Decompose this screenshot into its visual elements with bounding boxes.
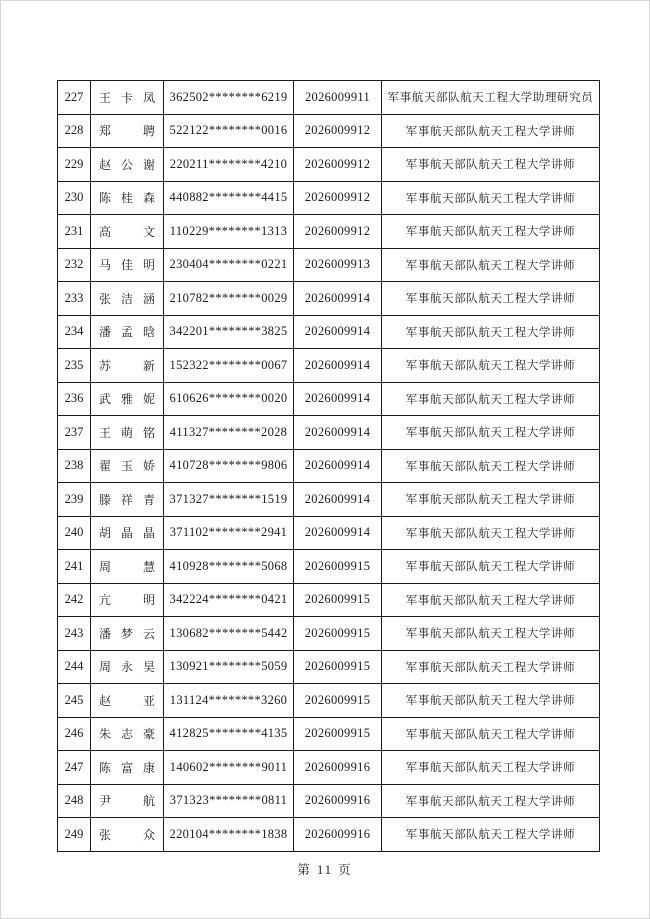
person-name: 王卡凤 [99, 90, 155, 105]
page-number-footer: 第 11 页 [297, 863, 353, 877]
name-cell [91, 516, 164, 550]
job-title-cell: 军事航天部队航天工程大学讲师 [382, 684, 600, 718]
person-name: 翟玉娇 [99, 459, 155, 474]
table-row [58, 650, 600, 684]
person-name: 周慧 [99, 559, 155, 574]
code-cell: 2026009915 [294, 583, 382, 617]
code-cell: 2026009912 [294, 181, 382, 215]
row-number-cell: 230 [58, 181, 91, 215]
person-name: 张洁涵 [99, 291, 155, 306]
job-title-cell: 军事航天部队航天工程大学讲师 [382, 583, 600, 617]
id-number-cell: 362502********6219 [164, 81, 294, 115]
code-cell: 2026009914 [294, 449, 382, 483]
job-title-cell: 军事航天部队航天工程大学讲师 [382, 416, 600, 450]
row-number-cell: 245 [58, 684, 91, 718]
code-cell: 2026009914 [294, 315, 382, 349]
id-number-cell: 230404********0221 [164, 248, 294, 282]
row-number-cell: 233 [58, 282, 91, 316]
person-name: 滕祥青 [99, 492, 155, 507]
name-cell [91, 751, 164, 785]
name-cell [91, 114, 164, 148]
id-number-cell: 130921********5059 [164, 650, 294, 684]
row-number-cell: 229 [58, 148, 91, 182]
person-name: 高文 [99, 224, 155, 239]
id-number-cell: 140602********9011 [164, 751, 294, 785]
id-number-cell: 410928********5068 [164, 550, 294, 584]
id-number-cell: 342224********0421 [164, 583, 294, 617]
code-cell: 2026009914 [294, 282, 382, 316]
job-title-cell: 军事航天部队航天工程大学讲师 [382, 617, 600, 651]
code-cell: 2026009915 [294, 550, 382, 584]
job-title-cell: 军事航天部队航天工程大学讲师 [382, 114, 600, 148]
job-title-cell: 军事航天部队航天工程大学讲师 [382, 516, 600, 550]
roster-table-body [58, 81, 600, 852]
job-title-cell: 军事航天部队航天工程大学讲师 [382, 282, 600, 316]
code-cell: 2026009915 [294, 684, 382, 718]
id-number-cell: 371323********0811 [164, 784, 294, 818]
table-row [58, 148, 600, 182]
id-number-cell: 130682********5442 [164, 617, 294, 651]
name-cell [91, 550, 164, 584]
code-cell: 2026009914 [294, 416, 382, 450]
name-cell [91, 215, 164, 249]
person-name: 陈桂森 [99, 191, 155, 206]
name-cell [91, 416, 164, 450]
id-number-cell: 210782********0029 [164, 282, 294, 316]
name-cell [91, 382, 164, 416]
person-name: 苏新 [99, 358, 155, 373]
row-number-cell: 228 [58, 114, 91, 148]
row-number-cell: 232 [58, 248, 91, 282]
table-row [58, 784, 600, 818]
id-number-cell: 110229********1313 [164, 215, 294, 249]
person-name: 亢明 [99, 593, 155, 608]
name-cell [91, 181, 164, 215]
job-title-cell: 军事航天部队航天工程大学讲师 [382, 449, 600, 483]
person-name: 马佳明 [99, 258, 155, 273]
id-number-cell: 410728********9806 [164, 449, 294, 483]
row-number-cell: 244 [58, 650, 91, 684]
code-cell: 2026009916 [294, 751, 382, 785]
job-title-cell: 军事航天部队航天工程大学讲师 [382, 148, 600, 182]
code-cell: 2026009915 [294, 650, 382, 684]
table-row [58, 550, 600, 584]
row-number-cell: 242 [58, 583, 91, 617]
code-cell: 2026009914 [294, 516, 382, 550]
name-cell [91, 784, 164, 818]
table-row [58, 684, 600, 718]
code-cell: 2026009913 [294, 248, 382, 282]
name-cell [91, 483, 164, 517]
table-row [58, 617, 600, 651]
person-name: 朱志豪 [99, 727, 155, 742]
table-row [58, 349, 600, 383]
person-name: 尹航 [99, 794, 155, 809]
name-cell [91, 248, 164, 282]
name-cell [91, 617, 164, 651]
person-name: 潘梦云 [99, 626, 155, 641]
job-title-cell: 军事航天部队航天工程大学讲师 [382, 181, 600, 215]
name-cell [91, 449, 164, 483]
name-cell [91, 583, 164, 617]
row-number-cell: 240 [58, 516, 91, 550]
code-cell: 2026009912 [294, 215, 382, 249]
person-name: 赵亚 [99, 693, 155, 708]
row-number-cell: 237 [58, 416, 91, 450]
table-row [58, 751, 600, 785]
job-title-cell: 军事航天部队航天工程大学讲师 [382, 349, 600, 383]
id-number-cell: 411327********2028 [164, 416, 294, 450]
table-row [58, 516, 600, 550]
person-name: 武雅妮 [99, 392, 155, 407]
job-title-cell: 军事航天部队航天工程大学讲师 [382, 784, 600, 818]
job-title-cell: 军事航天部队航天工程大学讲师 [382, 818, 600, 852]
name-cell [91, 818, 164, 852]
table-row [58, 449, 600, 483]
row-number-cell: 227 [58, 81, 91, 115]
job-title-cell: 军事航天部队航天工程大学助理研究员 [382, 81, 600, 115]
name-cell [91, 349, 164, 383]
row-number-cell: 239 [58, 483, 91, 517]
name-cell [91, 650, 164, 684]
name-cell [91, 148, 164, 182]
row-number-cell: 247 [58, 751, 91, 785]
person-name: 周永昊 [99, 660, 155, 675]
job-title-cell: 军事航天部队航天工程大学讲师 [382, 382, 600, 416]
job-title-cell: 军事航天部队航天工程大学讲师 [382, 650, 600, 684]
row-number-cell: 238 [58, 449, 91, 483]
code-cell: 2026009914 [294, 483, 382, 517]
person-name: 郑聘 [99, 124, 155, 139]
table-row [58, 416, 600, 450]
table-row [58, 215, 600, 249]
code-cell: 2026009914 [294, 349, 382, 383]
person-name: 张众 [99, 827, 155, 842]
personnel-roster-table [57, 80, 600, 852]
table-row [58, 583, 600, 617]
id-number-cell: 220211********4210 [164, 148, 294, 182]
code-cell: 2026009915 [294, 717, 382, 751]
id-number-cell: 131124********3260 [164, 684, 294, 718]
table-row [58, 81, 600, 115]
table-row [58, 114, 600, 148]
code-cell: 2026009912 [294, 148, 382, 182]
id-number-cell: 371102********2941 [164, 516, 294, 550]
code-cell: 2026009916 [294, 784, 382, 818]
person-name: 赵公谢 [99, 157, 155, 172]
name-cell [91, 315, 164, 349]
job-title-cell: 军事航天部队航天工程大学讲师 [382, 483, 600, 517]
table-row [58, 483, 600, 517]
table-row [58, 282, 600, 316]
table-row [58, 717, 600, 751]
row-number-cell: 235 [58, 349, 91, 383]
row-number-cell: 243 [58, 617, 91, 651]
job-title-cell: 军事航天部队航天工程大学讲师 [382, 215, 600, 249]
code-cell: 2026009916 [294, 818, 382, 852]
code-cell: 2026009914 [294, 382, 382, 416]
row-number-cell: 246 [58, 717, 91, 751]
code-cell: 2026009915 [294, 617, 382, 651]
row-number-cell: 241 [58, 550, 91, 584]
job-title-cell: 军事航天部队航天工程大学讲师 [382, 550, 600, 584]
id-number-cell: 412825********4135 [164, 717, 294, 751]
person-name: 胡晶晶 [99, 526, 155, 541]
table-row [58, 818, 600, 852]
person-name: 王萌铭 [99, 425, 155, 440]
job-title-cell: 军事航天部队航天工程大学讲师 [382, 717, 600, 751]
code-cell: 2026009911 [294, 81, 382, 115]
name-cell [91, 684, 164, 718]
row-number-cell: 248 [58, 784, 91, 818]
id-number-cell: 522122********0016 [164, 114, 294, 148]
table-row [58, 315, 600, 349]
id-number-cell: 371327********1519 [164, 483, 294, 517]
id-number-cell: 220104********1838 [164, 818, 294, 852]
code-cell: 2026009912 [294, 114, 382, 148]
id-number-cell: 152322********0067 [164, 349, 294, 383]
id-number-cell: 610626********0020 [164, 382, 294, 416]
table-row [58, 181, 600, 215]
job-title-cell: 军事航天部队航天工程大学讲师 [382, 751, 600, 785]
person-name: 潘孟晗 [99, 325, 155, 340]
person-name: 陈富康 [99, 760, 155, 775]
name-cell [91, 282, 164, 316]
row-number-cell: 231 [58, 215, 91, 249]
name-cell [91, 81, 164, 115]
row-number-cell: 234 [58, 315, 91, 349]
name-cell [91, 717, 164, 751]
id-number-cell: 440882********4415 [164, 181, 294, 215]
table-row [58, 382, 600, 416]
table-row [58, 248, 600, 282]
id-number-cell: 342201********3825 [164, 315, 294, 349]
job-title-cell: 军事航天部队航天工程大学讲师 [382, 248, 600, 282]
row-number-cell: 249 [58, 818, 91, 852]
row-number-cell: 236 [58, 382, 91, 416]
job-title-cell: 军事航天部队航天工程大学讲师 [382, 315, 600, 349]
